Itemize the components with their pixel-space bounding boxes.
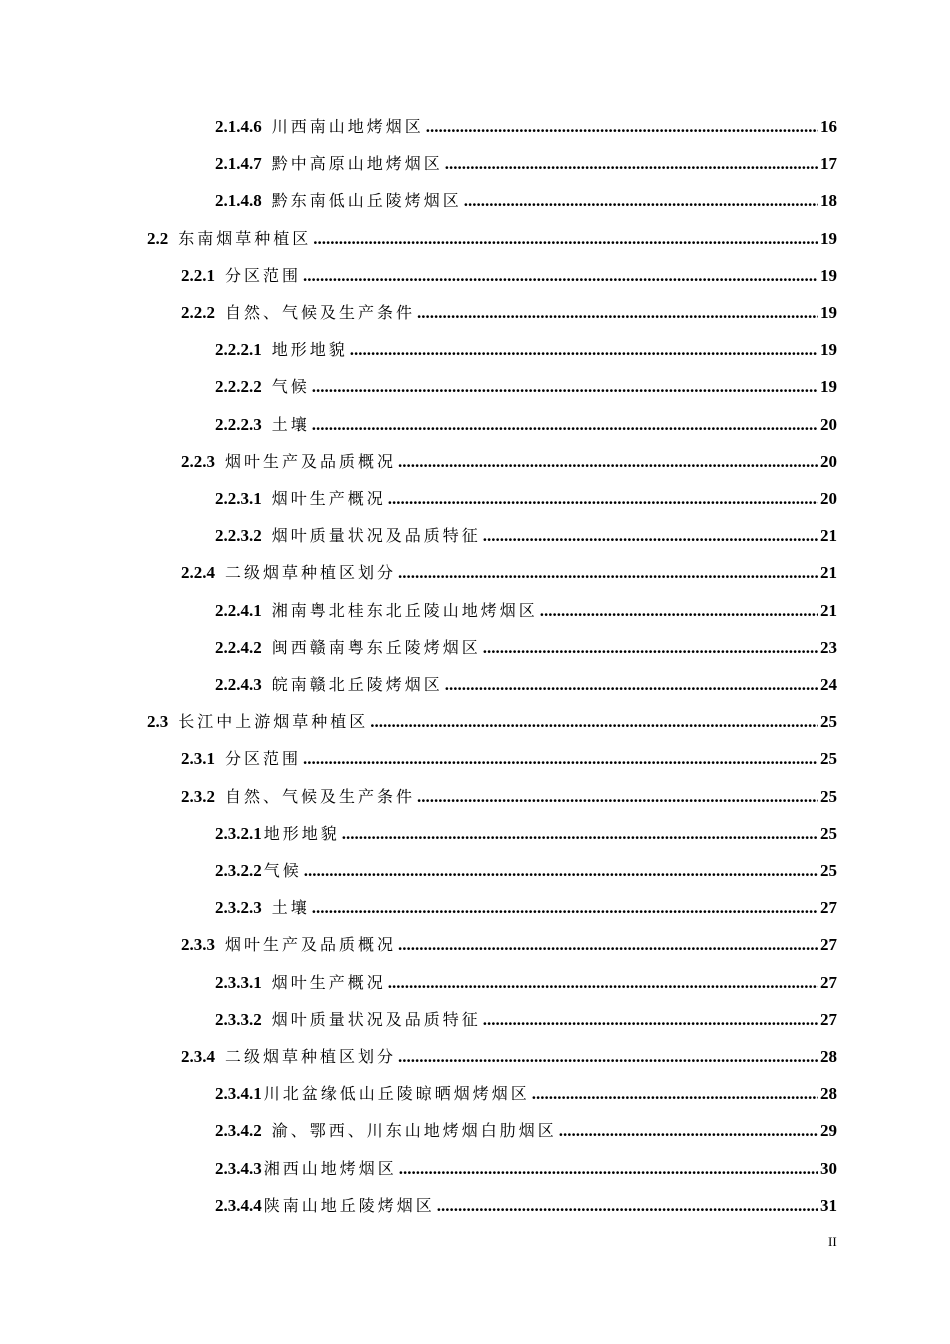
toc-entry-title: 烟叶生产概况 (271, 489, 386, 508)
toc-leader-dots (464, 182, 818, 219)
toc-entry-number: 2.2.2.3 (215, 414, 262, 434)
toc-entry-page: 25 (820, 823, 837, 843)
toc-entry-page: 27 (820, 935, 837, 955)
toc-entry-title: 自然、气候及生产条件 (225, 786, 416, 806)
toc-entry-page: 19 (820, 377, 837, 397)
toc-leader-dots (532, 1075, 818, 1112)
toc-entry-number: 2.3.3.1 (215, 972, 262, 992)
toc-leader-dots (483, 517, 818, 554)
toc-entry-title: 长江中上游烟草种植区 (178, 712, 369, 732)
toc-entry[interactable] (181, 740, 837, 777)
toc-entry-page: 31 (820, 1195, 837, 1215)
toc-entry-title: 气候 (263, 861, 302, 880)
toc-entry[interactable] (215, 1112, 837, 1149)
toc-entry-title: 黔东南低山丘陵烤烟区 (271, 191, 462, 211)
toc-entry[interactable] (181, 294, 837, 331)
toc-entry-title: 川西南山地烤烟区 (271, 117, 424, 136)
toc-leader-dots (398, 554, 818, 591)
toc-entry-page: 27 (820, 898, 837, 918)
toc-entry-title: 黔中高原山地烤烟区 (271, 154, 443, 174)
toc-leader-dots (437, 1187, 818, 1224)
toc-entry-number: 2.2.3.1 (215, 489, 262, 508)
toc-entry-title: 地形地貌 (263, 823, 340, 843)
toc-leader-dots (399, 1150, 818, 1187)
toc-entry-title: 烟叶质量状况及品质特征 (271, 1009, 481, 1029)
toc-entry[interactable] (215, 108, 837, 145)
toc-entry[interactable] (181, 778, 837, 815)
toc-entry-title: 湘南粤北桂东北丘陵山地烤烟区 (271, 600, 538, 620)
toc-entry-page: 19 (820, 303, 837, 322)
toc-entry-page: 20 (820, 414, 837, 434)
toc-leader-dots (540, 592, 818, 629)
toc-entry-page: 21 (820, 600, 837, 620)
toc-entry-number: 2.2.3.2 (215, 526, 262, 546)
toc-leader-dots (445, 666, 818, 703)
toc-leader-dots (388, 480, 818, 517)
toc-entry-number: 2.3.3 (181, 935, 215, 955)
toc-entry[interactable] (181, 257, 837, 294)
toc-entry-page: 25 (820, 786, 837, 806)
toc-entry-number: 2.3.1 (181, 749, 215, 769)
toc-leader-dots (304, 852, 818, 889)
toc-entry-title: 地形地貌 (271, 340, 348, 360)
toc-entry[interactable] (215, 331, 837, 368)
toc-leader-dots (398, 443, 818, 480)
toc-entry-title: 烟叶生产及品质概况 (225, 451, 397, 471)
toc-entry-title: 土壤 (271, 898, 310, 918)
toc-entry-title: 自然、气候及生产条件 (225, 303, 416, 322)
toc-entry-title: 烟叶生产概况 (271, 972, 386, 992)
toc-entry-page: 20 (820, 451, 837, 471)
toc-entry-number: 2.2.4.1 (215, 600, 262, 620)
toc-entry-number: 2.3.4.4 (215, 1195, 262, 1215)
toc-entry-title: 陕南山地丘陵烤烟区 (263, 1195, 435, 1215)
toc-entry[interactable] (147, 220, 837, 257)
toc-entry-page: 24 (820, 675, 837, 694)
toc-entry[interactable] (215, 368, 837, 405)
toc-entry[interactable] (181, 1038, 837, 1075)
toc-entry-title: 川北盆缘低山丘陵晾晒烟烤烟区 (263, 1084, 530, 1104)
toc-entry-page: 21 (820, 563, 837, 583)
toc-entry[interactable] (215, 1075, 837, 1112)
toc-entry[interactable] (215, 1187, 837, 1224)
toc-entry-page: 19 (820, 228, 837, 248)
toc-leader-dots (350, 331, 818, 368)
toc-entry-number: 2.2.1 (181, 265, 215, 285)
toc-entry-number: 2.3.2 (181, 786, 215, 806)
toc-entry-page: 16 (820, 117, 837, 136)
toc-entry[interactable] (215, 815, 837, 852)
toc-leader-dots (312, 889, 818, 926)
toc-entry-page: 19 (820, 340, 837, 360)
toc-entry-page: 21 (820, 526, 837, 546)
toc-leader-dots (398, 1038, 818, 1075)
toc-entry-title: 二级烟草种植区划分 (225, 1047, 397, 1066)
toc-leader-dots (417, 294, 818, 331)
toc-leader-dots (312, 406, 818, 443)
toc-entry-page: 20 (820, 489, 837, 508)
toc-entry[interactable] (215, 592, 837, 629)
toc-entry-page: 23 (820, 637, 837, 657)
toc-entry-number: 2.3.4 (181, 1047, 215, 1066)
toc-entry[interactable] (215, 480, 837, 517)
toc-leader-dots (398, 926, 818, 963)
toc-entry-number: 2.3.2.2 (215, 861, 262, 880)
toc-entry-title: 分区范围 (225, 749, 302, 769)
toc-entry-number: 2.3.2.1 (215, 823, 262, 843)
toc-entry-page: 18 (820, 191, 837, 211)
toc-leader-dots (303, 257, 818, 294)
toc-entry-title: 分区范围 (225, 265, 302, 285)
toc-entry-title: 渝、鄂西、川东山地烤烟白肋烟区 (271, 1121, 557, 1141)
toc-leader-dots (388, 964, 818, 1001)
toc-entry-number: 2.3.4.1 (215, 1084, 262, 1104)
page-number: II (828, 1234, 837, 1249)
toc-entry[interactable] (215, 145, 837, 182)
toc-entry[interactable] (215, 852, 837, 889)
toc-entry-page: 27 (820, 972, 837, 992)
toc-entry[interactable] (215, 517, 837, 554)
toc-entry[interactable] (215, 629, 837, 666)
toc-entry-title: 东南烟草种植区 (178, 228, 312, 248)
toc-entry[interactable] (215, 1001, 837, 1038)
toc-entry-number: 2.3 (147, 712, 169, 732)
toc-leader-dots (417, 778, 818, 815)
toc-entry-page: 28 (820, 1084, 837, 1104)
toc-leader-dots (312, 368, 818, 405)
toc-entry[interactable] (215, 182, 837, 219)
toc-entry-page: 25 (820, 861, 837, 880)
toc-entry-number: 2.2.3 (181, 451, 215, 471)
toc-entry-page: 25 (820, 712, 837, 732)
toc-entry-page: 30 (820, 1158, 837, 1178)
toc-entry-number: 2.3.4.3 (215, 1158, 262, 1178)
toc-entry-number: 2.1.4.8 (215, 191, 262, 211)
toc-leader-dots (559, 1112, 818, 1149)
toc-entry-number: 2.2 (147, 228, 169, 248)
toc-entry-page: 28 (820, 1047, 837, 1066)
toc-entry[interactable] (215, 1150, 837, 1187)
toc-entry-page: 25 (820, 749, 837, 769)
toc-entry-page: 27 (820, 1009, 837, 1029)
toc-entry-number: 2.2.4.2 (215, 637, 262, 657)
toc-leader-dots (370, 703, 818, 740)
toc-leader-dots (303, 740, 818, 777)
toc-entry[interactable] (215, 964, 837, 1001)
toc-entry-number: 2.3.2.3 (215, 898, 262, 918)
toc-entry[interactable] (181, 926, 837, 963)
toc-entry[interactable] (215, 666, 837, 703)
toc-entry[interactable] (181, 443, 837, 480)
toc-entry[interactable] (215, 406, 837, 443)
toc-entry-title: 二级烟草种植区划分 (225, 563, 397, 583)
toc-entry-title: 皖南赣北丘陵烤烟区 (271, 675, 443, 694)
toc-entry-title: 气候 (271, 377, 310, 397)
toc-leader-dots (483, 1001, 818, 1038)
toc-entry-number: 2.2.2.1 (215, 340, 262, 360)
toc-entry[interactable] (147, 703, 837, 740)
toc-entry-page: 17 (820, 154, 837, 174)
toc-entry-title: 湘西山地烤烟区 (263, 1158, 397, 1178)
toc-entry-title: 烟叶生产及品质概况 (225, 935, 397, 955)
toc-leader-dots (483, 629, 818, 666)
toc-entry-number: 2.1.4.6 (215, 117, 262, 136)
toc-entry[interactable] (181, 554, 837, 591)
toc-entry-title: 烟叶质量状况及品质特征 (271, 526, 481, 546)
toc-entry-number: 2.2.4 (181, 563, 215, 583)
toc-entry-number: 2.2.2.2 (215, 377, 262, 397)
toc-leader-dots (445, 145, 818, 182)
toc-entry-number: 2.2.2 (181, 303, 215, 322)
toc-entry-number: 2.3.3.2 (215, 1009, 262, 1029)
toc-entry-title: 土壤 (271, 414, 310, 434)
toc-entry-number: 2.1.4.7 (215, 154, 262, 174)
toc-leader-dots (313, 220, 818, 257)
toc-entry-number: 2.2.4.3 (215, 675, 262, 694)
toc-entry-title: 闽西赣南粤东丘陵烤烟区 (271, 637, 481, 657)
toc-entry-page: 19 (820, 265, 837, 285)
toc-entry[interactable] (215, 889, 837, 926)
toc-leader-dots (342, 815, 818, 852)
toc-entry-number: 2.3.4.2 (215, 1121, 262, 1141)
toc-leader-dots (426, 108, 818, 145)
toc-entry-page: 29 (820, 1121, 837, 1141)
